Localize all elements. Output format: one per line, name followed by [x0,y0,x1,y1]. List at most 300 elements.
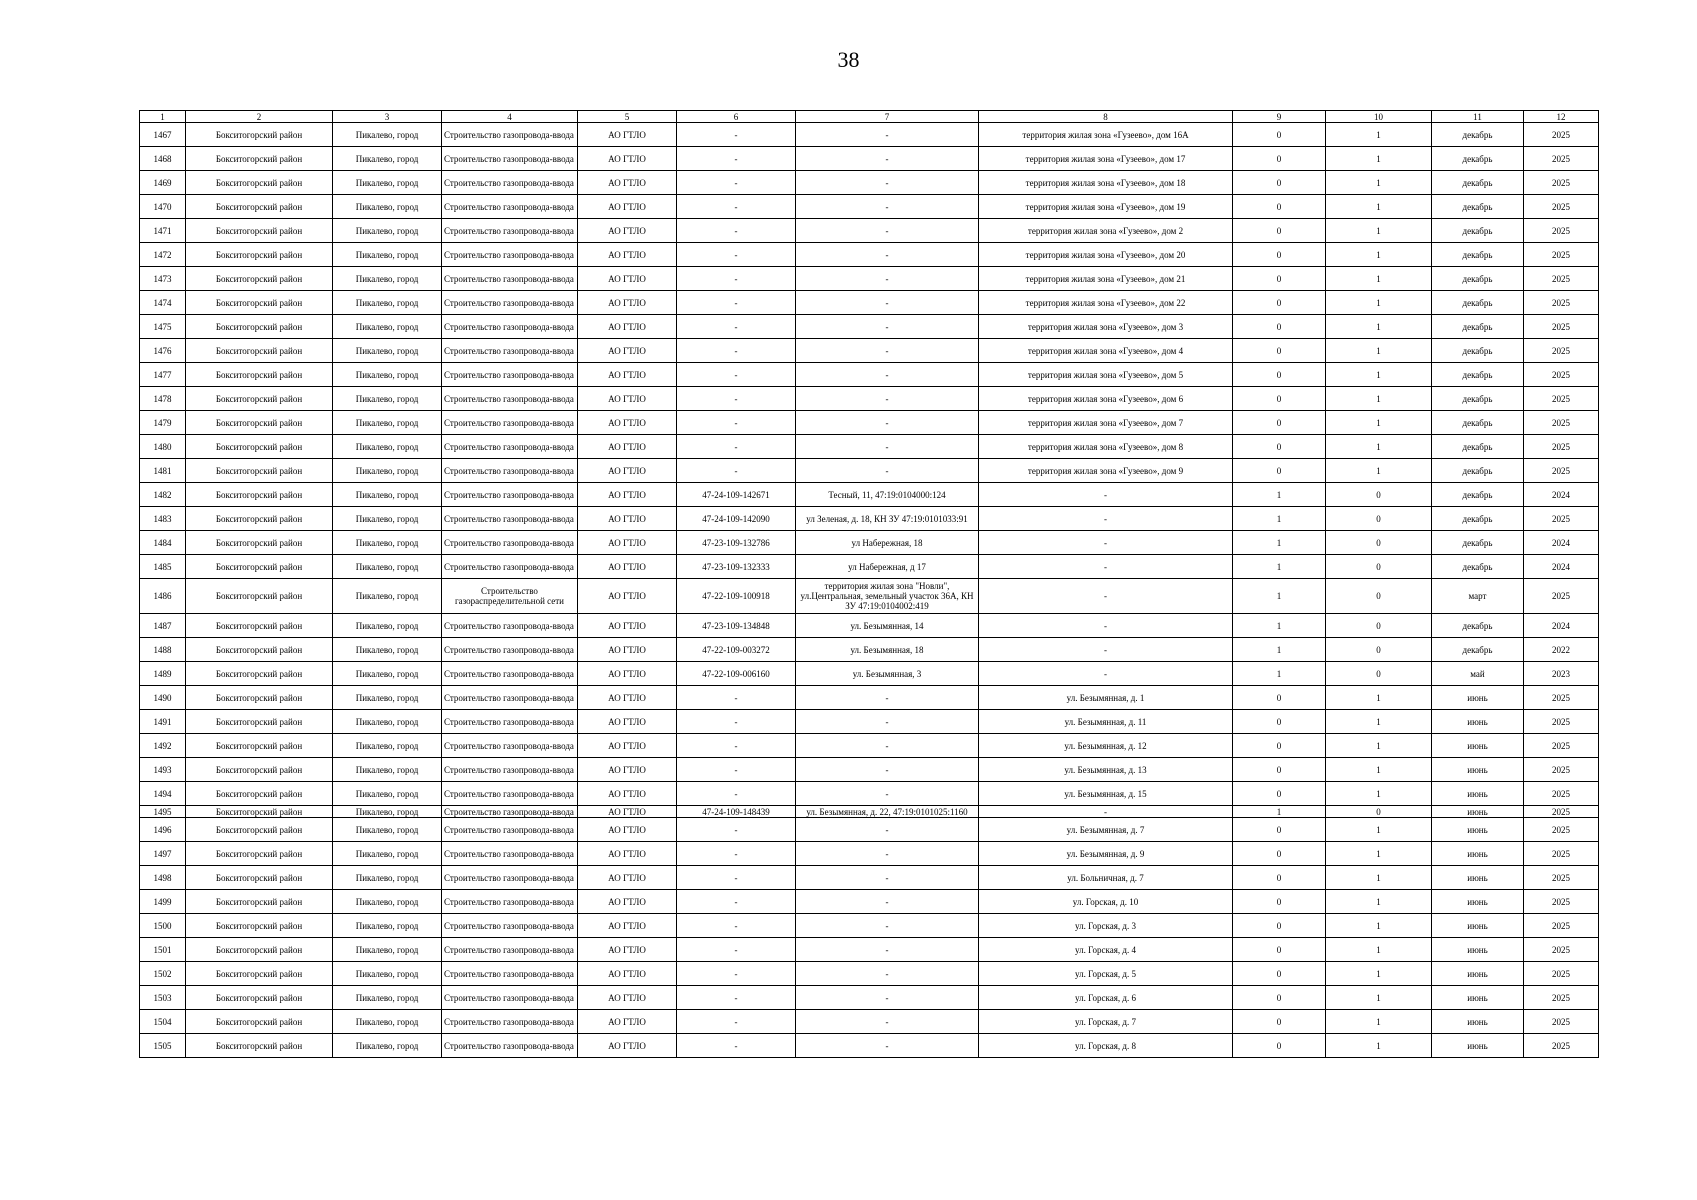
settlement-cell: Пикалево, город [333,710,442,734]
count-cell: 1 [1233,806,1326,818]
year-cell: 2025 [1524,195,1599,219]
month-cell: июнь [1432,758,1524,782]
settlement-cell: Пикалево, город [333,890,442,914]
year-cell: 2025 [1524,579,1599,614]
month-cell: июнь [1432,1010,1524,1034]
district-cell: Бокситогорский район [186,1034,333,1058]
year-cell: 2025 [1524,734,1599,758]
year-cell: 2025 [1524,842,1599,866]
land-address-cell: - [796,411,979,435]
count-cell: 1 [1233,555,1326,579]
land-address-cell: Тесный, 11, 47:19:0104000:124 [796,483,979,507]
table-row [140,890,1599,914]
organization-cell: АО ГТЛО [578,938,677,962]
request-number-cell: - [677,195,796,219]
request-number-cell: - [677,962,796,986]
month-cell: июнь [1432,938,1524,962]
land-address-cell: ул Набережная, 18 [796,531,979,555]
count-cell: 1 [1326,147,1432,171]
organization-cell: АО ГТЛО [578,806,677,818]
year-cell: 2025 [1524,710,1599,734]
work-type-cell: Строительство газопровода-ввода [442,411,578,435]
district-cell: Бокситогорский район [186,818,333,842]
row-number-cell: 1488 [140,638,186,662]
district-cell: Бокситогорский район [186,986,333,1010]
request-number-cell: - [677,1010,796,1034]
year-cell: 2025 [1524,914,1599,938]
object-address-cell: территория жилая зона «Гузеево», дом 16А [979,123,1233,147]
land-address-cell: - [796,686,979,710]
work-type-cell: Строительство газопровода-ввода [442,363,578,387]
land-address-cell: - [796,986,979,1010]
month-cell: июнь [1432,818,1524,842]
count-cell: 0 [1326,555,1432,579]
district-cell: Бокситогорский район [186,435,333,459]
object-address-cell: территория жилая зона «Гузеево», дом 20 [979,243,1233,267]
district-cell: Бокситогорский район [186,758,333,782]
land-address-cell: - [796,1034,979,1058]
work-type-cell: Строительство газопровода-ввода [442,938,578,962]
request-number-cell: - [677,339,796,363]
request-number-cell: - [677,267,796,291]
work-type-cell: Строительство газопровода-ввода [442,147,578,171]
organization-cell: АО ГТЛО [578,758,677,782]
work-type-cell: Строительство газопровода-ввода [442,1010,578,1034]
work-type-cell: Строительство газопровода-ввода [442,195,578,219]
month-cell: декабрь [1432,507,1524,531]
work-type-cell: Строительство газопровода-ввода [442,914,578,938]
request-number-cell: - [677,315,796,339]
request-number-cell: 47-24-109-142671 [677,483,796,507]
year-cell: 2024 [1524,483,1599,507]
organization-cell: АО ГТЛО [578,483,677,507]
table-row [140,986,1599,1010]
organization-cell: АО ГТЛО [578,986,677,1010]
table-row [140,459,1599,483]
table-row [140,411,1599,435]
count-cell: 0 [1233,459,1326,483]
organization-cell: АО ГТЛО [578,818,677,842]
settlement-cell: Пикалево, город [333,435,442,459]
count-cell: 1 [1233,638,1326,662]
settlement-cell: Пикалево, город [333,962,442,986]
land-address-cell: ул. Безымянная, д. 22, 47:19:0101025:1160 [796,806,979,818]
count-cell: 1 [1233,614,1326,638]
row-number-cell: 1486 [140,579,186,614]
work-type-cell: Строительство газопровода-ввода [442,291,578,315]
settlement-cell: Пикалево, город [333,363,442,387]
request-number-cell: - [677,938,796,962]
request-number-cell: - [677,710,796,734]
count-cell: 1 [1233,662,1326,686]
count-cell: 0 [1326,531,1432,555]
object-address-cell: территория жилая зона «Гузеево», дом 3 [979,315,1233,339]
table-row [140,818,1599,842]
organization-cell: АО ГТЛО [578,411,677,435]
count-cell: 0 [1233,219,1326,243]
district-cell: Бокситогорский район [186,243,333,267]
count-cell: 1 [1326,734,1432,758]
object-address-cell: - [979,614,1233,638]
table-row [140,842,1599,866]
year-cell: 2025 [1524,866,1599,890]
count-cell: 0 [1233,710,1326,734]
settlement-cell: Пикалево, город [333,734,442,758]
month-cell: май [1432,662,1524,686]
row-number-cell: 1476 [140,339,186,363]
work-type-cell: Строительство газопровода-ввода [442,459,578,483]
object-address-cell: территория жилая зона «Гузеево», дом 2 [979,219,1233,243]
district-cell: Бокситогорский район [186,806,333,818]
year-cell: 2025 [1524,782,1599,806]
land-address-cell: - [796,219,979,243]
work-type-cell: Строительство газопровода-ввода [442,662,578,686]
table-row [140,686,1599,710]
month-cell: декабрь [1432,267,1524,291]
count-cell: 1 [1326,363,1432,387]
count-cell: 1 [1326,842,1432,866]
row-number-cell: 1472 [140,243,186,267]
organization-cell: АО ГТЛО [578,219,677,243]
table-row [140,195,1599,219]
row-number-cell: 1490 [140,686,186,710]
organization-cell: АО ГТЛО [578,662,677,686]
work-type-cell: Строительство газопровода-ввода [442,315,578,339]
month-cell: декабрь [1432,435,1524,459]
month-cell: декабрь [1432,531,1524,555]
count-cell: 1 [1326,1010,1432,1034]
request-number-cell: - [677,842,796,866]
land-address-cell: - [796,435,979,459]
settlement-cell: Пикалево, город [333,1034,442,1058]
count-cell: 0 [1233,734,1326,758]
request-number-cell: 47-22-109-003272 [677,638,796,662]
district-cell: Бокситогорский район [186,291,333,315]
district-cell: Бокситогорский район [186,483,333,507]
count-cell: 0 [1326,662,1432,686]
table-body [140,123,1599,1058]
work-type-cell: Строительство газопровода-ввода [442,962,578,986]
district-cell: Бокситогорский район [186,339,333,363]
object-address-cell: - [979,555,1233,579]
work-type-cell: Строительство газопровода-ввода [442,614,578,638]
count-cell: 0 [1233,435,1326,459]
row-number-cell: 1487 [140,614,186,638]
work-type-cell: Строительство газопровода-ввода [442,267,578,291]
settlement-cell: Пикалево, город [333,1010,442,1034]
work-type-cell: Строительство газопровода-ввода [442,866,578,890]
organization-cell: АО ГТЛО [578,866,677,890]
object-address-cell: территория жилая зона «Гузеево», дом 21 [979,267,1233,291]
land-address-cell: - [796,842,979,866]
organization-cell: АО ГТЛО [578,579,677,614]
district-cell: Бокситогорский район [186,962,333,986]
district-cell: Бокситогорский район [186,459,333,483]
district-cell: Бокситогорский район [186,123,333,147]
month-cell: декабрь [1432,219,1524,243]
count-cell: 1 [1326,758,1432,782]
table-row [140,614,1599,638]
district-cell: Бокситогорский район [186,531,333,555]
col-header: 11 [1432,111,1524,123]
work-type-cell: Строительство газопровода-ввода [442,890,578,914]
month-cell: декабрь [1432,483,1524,507]
count-cell: 1 [1326,782,1432,806]
col-header: 10 [1326,111,1432,123]
count-cell: 1 [1326,986,1432,1010]
district-cell: Бокситогорский район [186,1010,333,1034]
col-header: 4 [442,111,578,123]
year-cell: 2025 [1524,1034,1599,1058]
table-row [140,662,1599,686]
year-cell: 2025 [1524,758,1599,782]
col-header: 7 [796,111,979,123]
settlement-cell: Пикалево, город [333,686,442,710]
table-row [140,638,1599,662]
col-header: 12 [1524,111,1599,123]
land-address-cell: - [796,243,979,267]
settlement-cell: Пикалево, город [333,614,442,638]
request-number-cell: - [677,758,796,782]
year-cell: 2025 [1524,219,1599,243]
organization-cell: АО ГТЛО [578,734,677,758]
district-cell: Бокситогорский район [186,686,333,710]
count-cell: 1 [1326,686,1432,710]
count-cell: 1 [1326,243,1432,267]
row-number-cell: 1498 [140,866,186,890]
row-number-cell: 1473 [140,267,186,291]
work-type-cell: Строительство газопровода-ввода [442,555,578,579]
request-number-cell: - [677,123,796,147]
district-cell: Бокситогорский район [186,662,333,686]
settlement-cell: Пикалево, город [333,387,442,411]
work-type-cell: Строительство газопровода-ввода [442,782,578,806]
table-row [140,147,1599,171]
count-cell: 0 [1233,411,1326,435]
work-type-cell: Строительство газопровода-ввода [442,638,578,662]
row-number-cell: 1469 [140,171,186,195]
month-cell: март [1432,579,1524,614]
table-row [140,315,1599,339]
month-cell: декабрь [1432,315,1524,339]
settlement-cell: Пикалево, город [333,195,442,219]
count-cell: 0 [1233,842,1326,866]
table-row [140,914,1599,938]
count-cell: 1 [1326,411,1432,435]
land-address-cell: территория жилая зона "Новли", ул.Центральная, земельный участок 36А, КН ЗУ 47:19:0104002:419 [796,579,979,614]
request-number-cell: - [677,890,796,914]
count-cell: 0 [1233,267,1326,291]
settlement-cell: Пикалево, город [333,914,442,938]
object-address-cell: территория жилая зона «Гузеево», дом 5 [979,363,1233,387]
year-cell: 2025 [1524,1010,1599,1034]
count-cell: 1 [1326,291,1432,315]
settlement-cell: Пикалево, город [333,758,442,782]
table-row [140,267,1599,291]
count-cell: 0 [1233,147,1326,171]
land-address-cell: - [796,734,979,758]
count-cell: 0 [1233,171,1326,195]
table-row [140,387,1599,411]
object-address-cell: - [979,531,1233,555]
settlement-cell: Пикалево, город [333,662,442,686]
organization-cell: АО ГТЛО [578,1010,677,1034]
organization-cell: АО ГТЛО [578,614,677,638]
row-number-cell: 1502 [140,962,186,986]
organization-cell: АО ГТЛО [578,195,677,219]
work-type-cell: Строительство газопровода-ввода [442,387,578,411]
request-number-cell: - [677,387,796,411]
request-number-cell: - [677,986,796,1010]
count-cell: 0 [1233,758,1326,782]
object-address-cell: ул. Горская, д. 4 [979,938,1233,962]
land-address-cell: - [796,782,979,806]
work-type-cell: Строительство газопровода-ввода [442,483,578,507]
request-number-cell: - [677,147,796,171]
row-number-cell: 1495 [140,806,186,818]
object-address-cell: территория жилая зона «Гузеево», дом 9 [979,459,1233,483]
object-address-cell: ул. Безымянная, д. 11 [979,710,1233,734]
count-cell: 1 [1233,483,1326,507]
request-number-cell: - [677,459,796,483]
year-cell: 2025 [1524,459,1599,483]
year-cell: 2025 [1524,339,1599,363]
year-cell: 2025 [1524,171,1599,195]
organization-cell: АО ГТЛО [578,1034,677,1058]
document-table-wrapper [139,110,1598,1058]
count-cell: 1 [1326,962,1432,986]
col-header: 5 [578,111,677,123]
count-cell: 1 [1326,459,1432,483]
land-address-cell: ул Зеленая, д. 18, КН ЗУ 47:19:0101033:91 [796,507,979,531]
row-number-cell: 1505 [140,1034,186,1058]
table-row [140,1010,1599,1034]
month-cell: июнь [1432,986,1524,1010]
table-row [140,243,1599,267]
count-cell: 0 [1233,1034,1326,1058]
table-row [140,938,1599,962]
month-cell: июнь [1432,1034,1524,1058]
land-address-cell: - [796,459,979,483]
organization-cell: АО ГТЛО [578,339,677,363]
object-address-cell: территория жилая зона «Гузеево», дом 22 [979,291,1233,315]
work-type-cell: Строительство газопровода-ввода [442,806,578,818]
object-address-cell: ул. Горская, д. 10 [979,890,1233,914]
request-number-cell: - [677,243,796,267]
settlement-cell: Пикалево, город [333,782,442,806]
count-cell: 0 [1233,914,1326,938]
count-cell: 1 [1326,123,1432,147]
row-number-cell: 1491 [140,710,186,734]
count-cell: 0 [1233,818,1326,842]
month-cell: декабрь [1432,195,1524,219]
row-number-cell: 1501 [140,938,186,962]
count-cell: 1 [1326,710,1432,734]
object-address-cell: ул. Безымянная, д. 1 [979,686,1233,710]
count-cell: 1 [1326,914,1432,938]
request-number-cell: 47-23-109-134848 [677,614,796,638]
district-cell: Бокситогорский район [186,938,333,962]
row-number-cell: 1482 [140,483,186,507]
col-header: 1 [140,111,186,123]
settlement-cell: Пикалево, город [333,507,442,531]
count-cell: 1 [1326,171,1432,195]
object-address-cell: ул. Безымянная, д. 12 [979,734,1233,758]
month-cell: июнь [1432,710,1524,734]
work-type-cell: Строительство газопровода-ввода [442,734,578,758]
land-address-cell: - [796,267,979,291]
land-address-cell: - [796,818,979,842]
count-cell: 1 [1326,195,1432,219]
month-cell: декабрь [1432,291,1524,315]
count-cell: 0 [1233,686,1326,710]
table-row [140,363,1599,387]
row-number-cell: 1468 [140,147,186,171]
month-cell: декабрь [1432,339,1524,363]
count-cell: 0 [1233,123,1326,147]
row-number-cell: 1467 [140,123,186,147]
row-number-cell: 1483 [140,507,186,531]
land-address-cell: - [796,387,979,411]
district-cell: Бокситогорский район [186,411,333,435]
settlement-cell: Пикалево, город [333,219,442,243]
district-cell: Бокситогорский район [186,195,333,219]
table-row [140,339,1599,363]
table-row [140,483,1599,507]
work-type-cell: Строительство газопровода-ввода [442,842,578,866]
count-cell: 0 [1233,938,1326,962]
organization-cell: АО ГТЛО [578,315,677,339]
request-number-cell: - [677,435,796,459]
count-cell: 0 [1326,507,1432,531]
object-address-cell: - [979,579,1233,614]
land-address-cell: - [796,890,979,914]
land-address-cell: - [796,291,979,315]
col-header: 6 [677,111,796,123]
organization-cell: АО ГТЛО [578,531,677,555]
district-cell: Бокситогорский район [186,387,333,411]
count-cell: 0 [1233,387,1326,411]
count-cell: 0 [1233,1010,1326,1034]
district-cell: Бокситогорский район [186,782,333,806]
settlement-cell: Пикалево, город [333,806,442,818]
row-number-cell: 1492 [140,734,186,758]
district-cell: Бокситогорский район [186,267,333,291]
settlement-cell: Пикалево, город [333,866,442,890]
table-header-row [140,111,1599,123]
settlement-cell: Пикалево, город [333,986,442,1010]
table-row [140,507,1599,531]
count-cell: 0 [1233,986,1326,1010]
month-cell: июнь [1432,866,1524,890]
table-row [140,219,1599,243]
table-row [140,555,1599,579]
count-cell: 0 [1233,315,1326,339]
document-table [139,110,1599,1058]
organization-cell: АО ГТЛО [578,555,677,579]
month-cell: декабрь [1432,363,1524,387]
settlement-cell: Пикалево, город [333,638,442,662]
settlement-cell: Пикалево, город [333,291,442,315]
count-cell: 1 [1326,387,1432,411]
organization-cell: АО ГТЛО [578,243,677,267]
district-cell: Бокситогорский район [186,842,333,866]
count-cell: 1 [1326,267,1432,291]
row-number-cell: 1503 [140,986,186,1010]
district-cell: Бокситогорский район [186,710,333,734]
work-type-cell: Строительство газопровода-ввода [442,123,578,147]
district-cell: Бокситогорский район [186,866,333,890]
